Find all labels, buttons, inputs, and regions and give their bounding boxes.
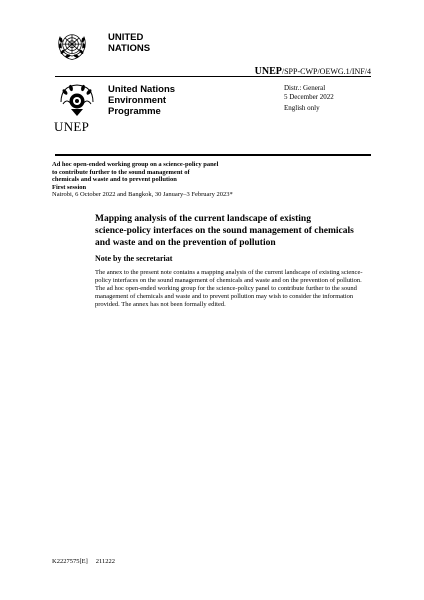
footer-date-code: 211222 (95, 558, 116, 565)
section-rule (55, 154, 371, 156)
language-note: English only (284, 104, 320, 112)
job-number: K2227575[E] (52, 558, 88, 565)
footer (52, 558, 123, 565)
meeting-session: First session (52, 183, 87, 191)
body-line4: management of chemicals and waste and to prevent pollution may wish to consider the information (95, 293, 354, 300)
body-line1: The annex to the present note contains a mapping analysis of the current landscape of existing science- (95, 269, 363, 276)
body-line3: The ad hoc open-ended working group for the science-policy panel to contribute further to the sound (95, 285, 357, 292)
body-line2: policy interfaces on the sound management of chemicals and waste and on the prevention of pollution. (95, 277, 362, 284)
title-line2: science-policy interfaces on the sound management of chemicals (95, 226, 354, 236)
unep-name-line3: Programme (108, 106, 161, 117)
title-line1: Mapping analysis of the current landscape of existing (95, 214, 311, 224)
title-line3: and waste and on the prevention of pollution (95, 238, 276, 248)
meeting-venue: Nairobi, 6 October 2022 and Bangkok, 30 January–3 February 2023* (52, 191, 233, 198)
unep-name (108, 84, 175, 117)
unep-wordmark: UNEP (54, 119, 90, 134)
un-emblem-icon (55, 28, 89, 62)
un-name (108, 32, 150, 54)
unep-name-line1: United Nations (108, 84, 176, 95)
symbol-prefix: UNEP (254, 66, 282, 77)
document-date: 5 December 2022 (284, 92, 334, 101)
meeting-line1: Ad hoc open-ended working group on a science-policy panel (52, 161, 219, 168)
un-name-line2: NATIONS (108, 43, 151, 54)
unep-logo-icon (57, 82, 97, 118)
document-title (95, 213, 385, 249)
meeting-info (52, 161, 312, 199)
distribution-block (284, 84, 334, 101)
symbol-rest: /SPP-CWP/OEWG.1/INF/4 (281, 67, 371, 76)
unep-name-line2: Environment (108, 95, 167, 106)
meeting-line2: to contribute further to the sound management of (52, 168, 190, 176)
un-name-line1: UNITED (108, 32, 144, 43)
body-paragraph (95, 269, 385, 309)
meeting-line3: chemicals and waste and to prevent pollution (52, 176, 177, 183)
document-subtitle: Note by the secretariat (95, 254, 173, 263)
header-rule (55, 76, 371, 77)
distribution: Distr.: General (284, 84, 326, 92)
body-line5: provided. The annex has not been formally edited. (95, 301, 226, 308)
